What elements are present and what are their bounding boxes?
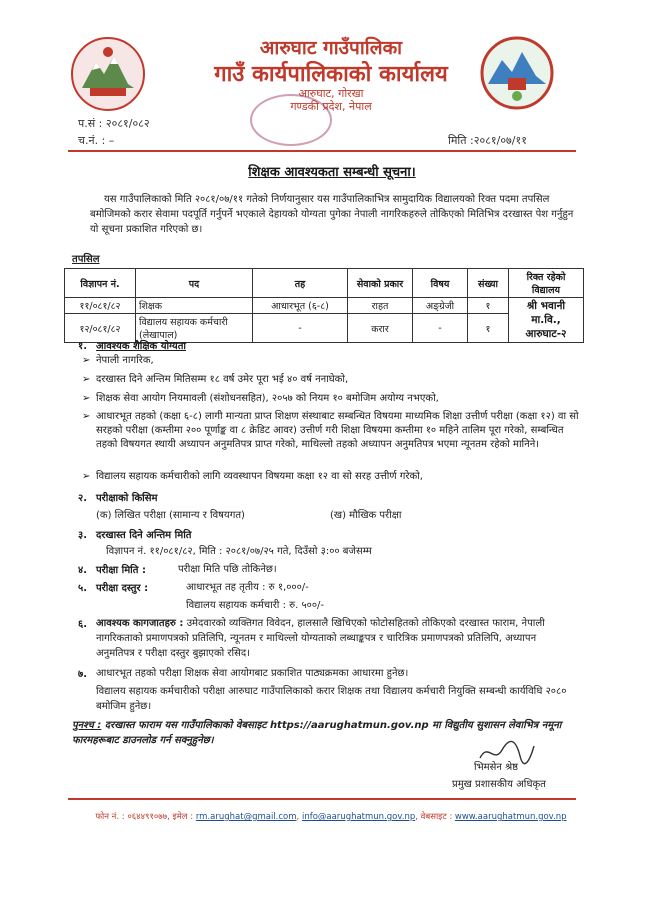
signatory-designation: प्रमुख प्रशासकीय अधिकृत [452,779,546,790]
header-rule [68,150,576,152]
office-name: गाउँ कार्यपालिकाको कार्यालय [214,62,448,87]
col-school: रिक्त रहेको विद्यालय [509,269,584,298]
list-item: ➢ विद्यालय सहायक कर्मचारीको लागि व्यवस्थापन विषयमा कक्षा १२ वा सो सरह उत्तीर्ण गरेको, [82,471,423,482]
office-address: आरुघाट, गोरखा [298,87,364,100]
deadline-text: विज्ञापन नं. ११/०८१/८२, मिति : २०८१/०७/२५ गते, दिउँसो ३:०० बजेसम्म [106,546,372,557]
notice-title: शिक्षक आवश्यकता सम्बन्धी सूचना। [248,165,416,180]
vacancy-table [64,268,584,343]
section-3-title: दरखास्त दिने अन्तिम मिति [96,530,192,541]
cell-service-type: राहत [348,298,413,314]
cell-ad-number: १२/०८१/८२ [65,314,136,343]
section-5-number: ५. [78,583,87,594]
postscript-label: पुनश्च : [72,720,102,731]
section-6-number: ६. [78,619,87,630]
footer-rule [68,798,576,800]
list-item: ➢ शिक्षक सेवा आयोग नियमावली (संशोधनसहित), २०५७ को नियम १० बमोजिम अयोग्य नभएको, [82,393,439,404]
signatory-name: भिमसेन श्रेष्ठ [474,762,519,773]
municipality-logo-icon [478,34,556,112]
cell-count: १ [468,298,509,314]
cell-ad-number: ११/०८१/८२ [65,298,136,314]
office-stamp-icon [250,94,332,146]
section-5-title: परीक्षा दस्तुर : [96,583,149,594]
section-6-title: आवश्यक कागजातहरु : [96,618,184,629]
syllabus-text-1: आधारभूत तहको परीक्षा शिक्षक सेवा आयोगबाट प्रकाशित पाठ्यक्रमका आधारमा हुनेछ। [96,668,409,679]
letter-date: मिति :२०८१/०७/११ [448,134,527,147]
col-subject: विषय [413,269,468,298]
list-item: ➢ नेपाली नागरिक, [82,355,154,366]
arrow-bullet-icon: ➢ [82,411,91,422]
cell-count: १ [468,314,509,343]
schedule-label: तपसिल [72,254,100,265]
col-post: पद [136,269,253,298]
footer-email-2-link[interactable]: info@aarughatmun.gov.np [301,812,416,822]
footer-website-label: , वेबसाइट : [415,812,453,822]
section-6-body [96,616,576,661]
notice-intro: यस गाउँपालिकाको मिति २०८१/०७/११ गतेको निर्णयानुसार यस गाउँपालिकाभित्र सामुदायिक विद्यालयको रिक्त पदमा तपसिल बमोजिमको करार सेवामा पदपूर्ति गर्नुपर्ने भएकाले देहायको योग्यता पुगेका नेपाली नागरिकहरुले तोकिएको मितिभित्र दरखास्त पेश गर्नुहुन यो सूचना प्रकाशित गरिएको छ। [90,194,574,235]
footer-contact [0,811,662,822]
fee-basic-level: आधारभूत तह तृतीय : रु १,०००/- [186,582,309,593]
table-row [65,298,584,314]
cell-level: - [253,314,348,343]
section-1-title: आवश्यक शैक्षिक योग्यता [96,341,187,352]
postscript-text-before: दरखास्त फाराम यस गाउँपालिकाको वेबसाइट [104,720,267,731]
documents-text: उमेदवारको व्यक्तिगत विवेदन, हालसालै खिचिएको फोटोसहितको तोकिएको दरखास्त फाराम, नेपाली नागरिकताको प्रमाणपत्रको प्रतिलिपि, न्यूनतम र माथिल्लो योग्यताको लब्धाङ्कपत्र र चारित्रिक प्रमाणपत्रको प्रतिलिपि, अध्यापन अनुमतिपत्र र परीक्षा दस्तुर बुझाएको रसिद। [96,618,545,659]
col-count: संख्या [468,269,509,298]
footer-separator: , [296,812,300,822]
list-item: ➢ आधारभूत तहको (कक्षा ६-८) लागी मान्यता प्राप्त शिक्षण संस्थाबाट सम्बन्धित विषयमा माध्यमिक शिक्षा उत्तीर्ण परीक्षा (कक्षा १२) वा सो सरहको परीक्षा (कम्तीमा २०० पूर्णाङ्क वा ८ क्रेडिट आवर) उत्तीर्ण गरी शिक्षा विषयमा कम्तीमा १० महिने तालिम पूरा गरेको, सम्बन्धित तहको विषयगत स्थायी अध्यापन अनुमतिपत्र प्राप्त गरेको, माथिल्लो तहको अध्यापन अनुमतिपत्र भएमा न्यूनतम रहेको मानिने। [82,411,579,450]
cell-post: शिक्षक [136,298,253,314]
arrow-bullet-icon: ➢ [82,393,91,404]
cell-school: श्री भवानी मा.वि., आरुघाट-२ [509,298,584,343]
postscript-text-after: मा विद्युतीय सुशासन लेवाभित्र नमूना फारमहरूबाट डाउनलोड गर्न सक्नुहुनेछ। [72,720,562,746]
col-ad-number: विज्ञापन नं. [65,269,136,298]
footer-website-link[interactable]: www.aarughatmun.gov.np [454,812,567,822]
fee-school-assistant: विद्यालय सहायक कर्मचारी : रु. ५००/- [186,600,325,611]
cell-post: विद्यालय सहायक कर्मचारी (लेखापाल) [136,314,253,343]
exam-date-text: परीक्षा मिति पछि तोकिनेछ। [178,564,277,575]
postscript-url-link[interactable]: https://aarughatmun.gov.np [269,720,429,731]
cell-subject: - [413,314,468,343]
cell-level: आधारभूत (६-८) [253,298,348,314]
arrow-bullet-icon: ➢ [82,374,91,385]
cell-service-type: करार [348,314,413,343]
letter-number: प.सं : २०८१/०८२ [78,117,150,130]
section-7-number: ७. [78,669,87,680]
exam-type-oral: (ख) मौखिक परीक्षा [330,510,402,521]
municipality-name: आरुघाट गाउँपालिका [259,37,403,59]
section-2-number: २. [78,493,87,504]
col-level: तह [253,269,348,298]
section-3-number: ३. [78,530,87,541]
section-1-number: १. [78,341,87,352]
section-2-title: परीक्षाको किसिम [96,493,158,504]
footer-phone: फोन नं. : ०६४४९१०७७, इमेल : [95,812,194,822]
syllabus-text-2: विद्यालय सहायक कर्मचारीको परीक्षा आरुघाट गाउँपालिकाको करार शिक्षक तथा विद्यालय कर्मचारी नियुक्ति सम्बन्धी कार्यविधि २०८० बमोजिम हुनेछ। [96,686,567,712]
list-item: ➢ दरखास्त दिने अन्तिम मितिसम्म १८ वर्ष उमेर पूरा भई ४० वर्ष ननाघेको, [82,374,349,385]
footer-email-1-link[interactable]: rm.arughat@gmail.com [195,812,297,822]
section-4-title: परीक्षा मिति : [96,565,146,576]
exam-type-written: (क) लिखित परीक्षा (सामान्य र विषयगत) [96,510,245,521]
dispatch-number: च.नं. : – [78,134,115,147]
arrow-bullet-icon: ➢ [82,471,91,482]
arrow-bullet-icon: ➢ [82,355,91,366]
office-province: गण्डकी प्रदेश, नेपाल [290,100,372,113]
table-header-row [65,269,584,298]
section-4-number: ४. [78,565,87,576]
col-service-type: सेवाको प्रकार [348,269,413,298]
cell-subject: अङ्ग्रेजी [413,298,468,314]
